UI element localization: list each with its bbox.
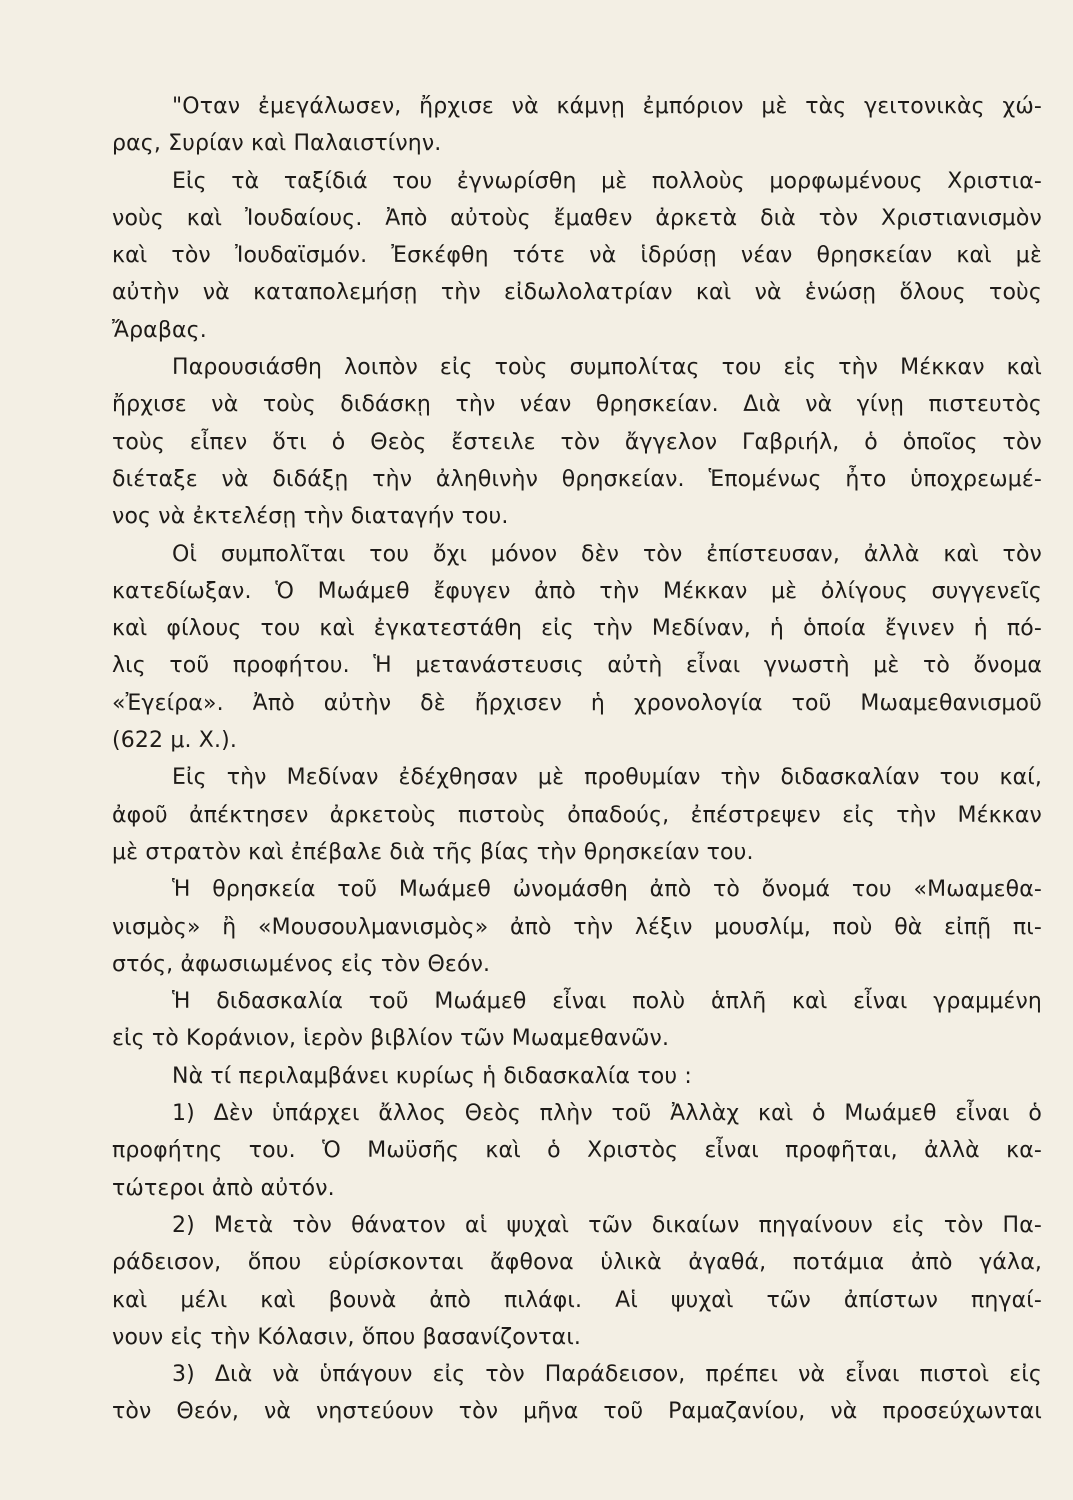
text-line: ράδεισον, ὅπου εὑρίσκονται ἄφθονα ὑλικὰ ἀγαθά, ποτάμια ἀπὸ γάλα,	[112, 1250, 1042, 1276]
text-line: Εἰς τὰ ταξίδιά του ἐγνωρίσθη μὲ πολλοὺς μορφωμένους Χριστια-	[172, 168, 1042, 194]
text-line: μὲ στρατὸν καὶ ἐπέβαλε διὰ τῆς βίας τὴν θρησκείαν του.	[112, 839, 754, 865]
text-line: ἀφοῦ ἀπέκτησεν ἀρκετοὺς πιστοὺς ὀπαδούς, ἐπέστρεψεν εἰς τὴν Μέκκαν	[112, 802, 1042, 828]
text-line: 3) Διὰ νὰ ὑπάγουν εἰς τὸν Παράδεισον, πρέπει νὰ εἶναι πιστοὶ εἰς	[172, 1362, 1042, 1388]
text-line: "Οταν ἐμεγάλωσεν, ἤρχισε νὰ κάμνῃ ἐμπόριον μὲ τὰς γειτονικὰς χώ-	[172, 94, 1042, 119]
text-line: τώτεροι ἀπὸ αὐτόν.	[112, 1175, 335, 1201]
text-line: λις τοῦ προφήτου. Ἡ μετανάστευσις αὐτὴ εἶναι γνωστὴ μὲ τὸ ὄνομα	[112, 653, 1042, 679]
text-line: καὶ μέλι καὶ βουνὰ ἀπὸ πιλάφι. Αἱ ψυχαὶ τῶν ἀπίστων πηγαί-	[112, 1287, 1042, 1313]
text-line: «Ἐγείρα». Ἀπὸ αὐτὴν δὲ ἤρχισεν ἡ χρονολογία τοῦ Μωαμεθανισμοῦ	[112, 690, 1042, 716]
text-line: Παρουσιάσθη λοιπὸν εἰς τοὺς συμπολίτας του εἰς τὴν Μέκκαν καὶ	[172, 355, 1042, 381]
text-line: τὸν Θεόν, νὰ νηστεύουν τὸν μῆνα τοῦ Ραμαζανίου, νὰ προσεύχωνται	[112, 1399, 1042, 1425]
text-line: καὶ τὸν Ἰουδαϊσμόν. Ἐσκέφθη τότε νὰ ἱδρύσῃ νέαν θρησκείαν καὶ μὲ	[112, 243, 1042, 269]
text-line: καὶ φίλους του καὶ ἐγκατεστάθη εἰς τὴν Μεδίναν, ἡ ὁποία ἔγινεν ἡ πό-	[112, 616, 1042, 642]
text-line: Νὰ τί περιλαμβάνει κυρίως ἡ διδασκαλία του :	[172, 1063, 692, 1089]
text-line: αὐτὴν νὰ καταπολεμήσῃ τὴν εἰδωλολατρίαν καὶ νὰ ἑνώσῃ ὅλους τοὺς	[112, 280, 1042, 306]
text-line: 2) Μετὰ τὸν θάνατον αἱ ψυχαὶ τῶν δικαίων πηγαίνουν εἰς τὸν Πα-	[172, 1212, 1042, 1238]
body-text	[112, 88, 1042, 1431]
text-line: εἰς τὸ Κοράνιον, ἱερὸν βιβλίον τῶν Μωαμεθανῶν.	[112, 1026, 670, 1052]
text-line: διέταξε νὰ διδάξῃ τὴν ἀληθινὴν θρησκείαν. Ἑπομένως ἦτο ὑποχρεωμέ-	[112, 466, 1042, 492]
text-line: νοὺς καὶ Ἰουδαίους. Ἀπὸ αὐτοὺς ἔμαθεν ἀρκετὰ διὰ τὸν Χριστιανισμὸν	[112, 205, 1042, 231]
text-line: Οἱ συμπολῖται του ὄχι μόνον δὲν τὸν ἐπίστευσαν, ἀλλὰ καὶ τὸν	[172, 541, 1042, 567]
text-line: (622 μ. Χ.).	[112, 728, 237, 754]
text-line: Ἡ θρησκεία τοῦ Μωάμεθ ὠνομάσθη ἀπὸ τὸ ὄνομά του «Μωαμεθα-	[172, 877, 1042, 903]
text-line: 1) Δὲν ὑπάρχει ἄλλος Θεὸς πλὴν τοῦ Ἀλλὰχ καὶ ὁ Μωάμεθ εἶναι ὁ	[172, 1101, 1042, 1127]
text-line: Εἰς τὴν Μεδίναν ἐδέχθησαν μὲ προθυμίαν τὴν διδασκαλίαν του καί,	[172, 765, 1042, 791]
text-line: τοὺς εἶπεν ὅτι ὁ Θεὸς ἔστειλε τὸν ἄγγελον Γαβριήλ, ὁ ὁποῖος τὸν	[112, 429, 1042, 455]
text-line: Ἄραβας.	[112, 317, 207, 343]
text-line: νισμὸς» ἢ «Μουσουλμανισμὸς» ἀπὸ τὴν λέξιν μουσλίμ, ποὺ θὰ εἰπῇ πι-	[112, 914, 1042, 940]
text-line: ἤρχισε νὰ τοὺς διδάσκῃ τὴν νέαν θρησκείαν. Διὰ νὰ γίνῃ πιστευτὸς	[112, 392, 1042, 418]
text-line: προφήτης του. Ὁ Μωϋσῆς καὶ ὁ Χριστὸς εἶναι προφῆται, ἀλλὰ κα-	[112, 1138, 1042, 1164]
text-line: ρας, Συρίαν καὶ Παλαιστίνην.	[112, 131, 442, 157]
text-line: νος νὰ ἐκτελέσῃ τὴν διαταγήν του.	[112, 504, 509, 530]
text-line: νουν εἰς τὴν Κόλασιν, ὅπου βασανίζονται.	[112, 1324, 582, 1350]
text-line: στός, ἀφωσιωμένος εἰς τὸν Θεόν.	[112, 951, 491, 977]
text-line: Ἡ διδασκαλία τοῦ Μωάμεθ εἶναι πολὺ ἁπλῆ καὶ εἶναι γραμμένη	[172, 989, 1042, 1015]
text-line: κατεδίωξαν. Ὁ Μωάμεθ ἔφυγεν ἀπὸ τὴν Μέκκαν μὲ ὀλίγους συγγενεῖς	[112, 578, 1042, 604]
